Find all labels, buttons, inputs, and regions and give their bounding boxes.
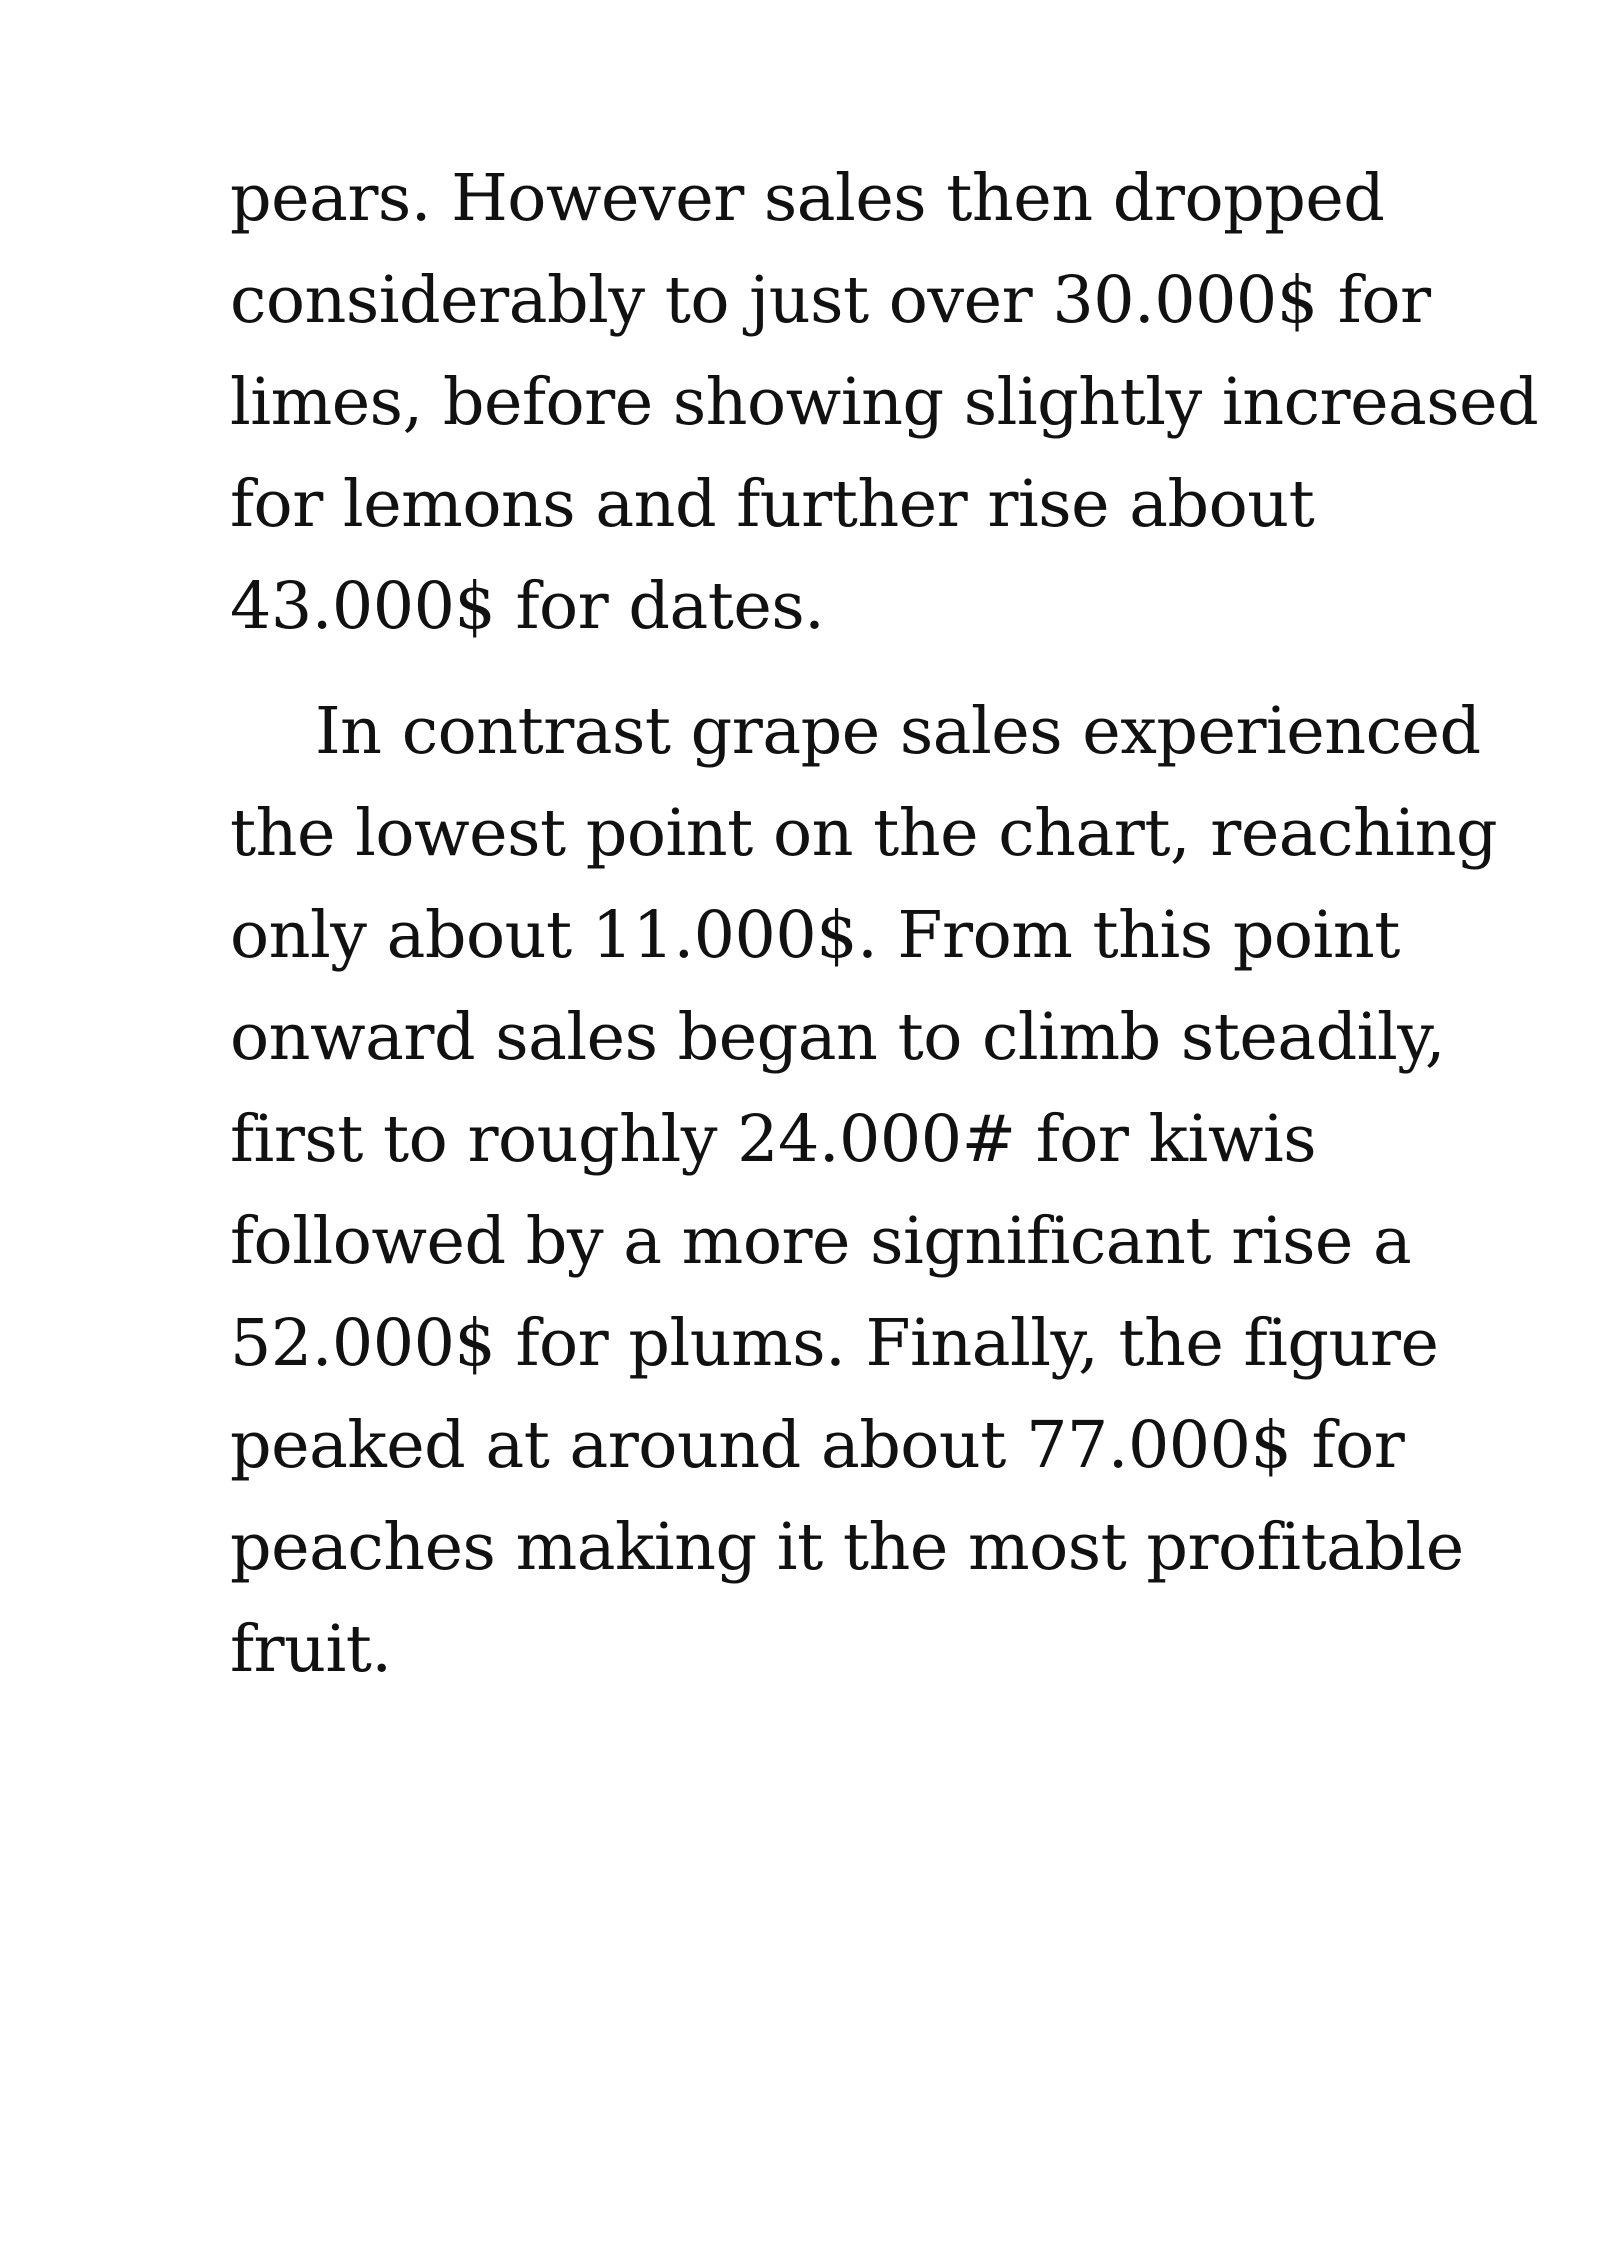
text-line: considerably to just over 30.000$ for <box>230 263 1431 338</box>
text-line: 43.000$ for dates. <box>230 569 825 644</box>
text-line: followed by a more significant rise a <box>230 1204 1412 1279</box>
paragraph-2 <box>230 681 1530 1701</box>
paragraph-1 <box>230 148 1539 658</box>
text-line: peaked at around about 77.000$ for <box>230 1408 1405 1483</box>
text-line: limes, before showing slightly increased <box>230 365 1539 440</box>
paragraph-spacer <box>230 658 1530 681</box>
text-line: only about 11.000$. From this point <box>230 898 1400 973</box>
text-line: for lemons and further rise about <box>230 467 1315 542</box>
text-line: first to roughly 24.000# for kiwis <box>230 1102 1317 1177</box>
text-line: In contrast grape sales experienced <box>315 694 1481 769</box>
text-line: onward sales began to climb steadily, <box>230 1000 1446 1075</box>
body-text <box>230 148 1539 1701</box>
text-line: fruit. <box>230 1612 392 1687</box>
text-line: pears. However sales then dropped <box>230 161 1385 236</box>
text-line: the lowest point on the chart, reaching <box>230 796 1498 871</box>
text-line: 52.000$ for plums. Finally, the figure <box>230 1306 1439 1381</box>
text-line: peaches making it the most profitable <box>230 1510 1464 1585</box>
